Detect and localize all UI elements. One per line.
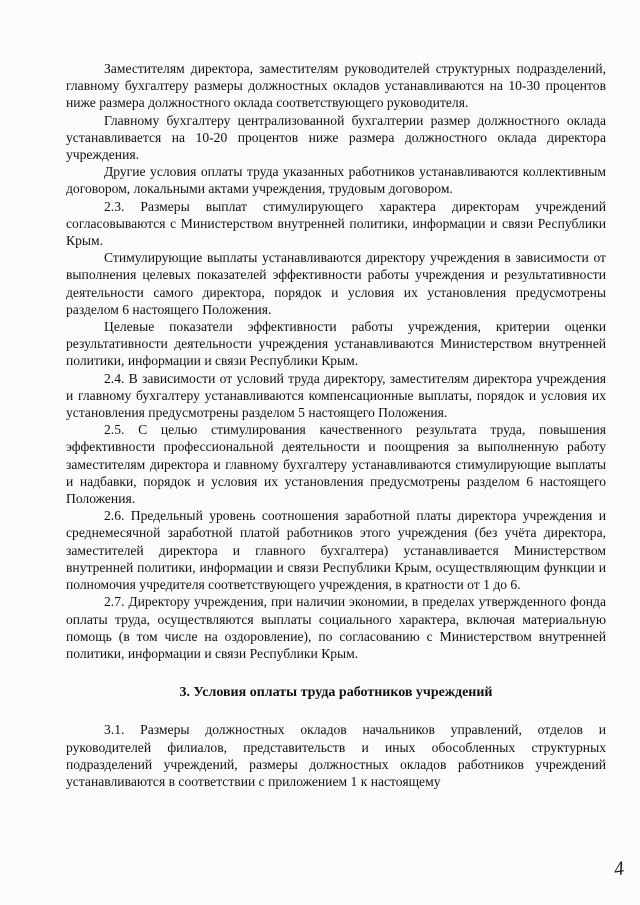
paragraph-other-conditions: Другие условия оплаты труда указанных работников устанавливаются коллективным договором, локальными актами учреждения, трудовым договором.: [66, 164, 606, 197]
paragraph-target-indicators: Целевые показатели эффективности работы учреждения, критерии оценки результативности деятельности учреждения устанавливаются Министерством внутренней политики, информации и связи Республики Крым.: [66, 319, 606, 369]
paragraph-2-6: 2.6. Предельный уровень соотношения заработной платы директора учреждения и среднемесячной заработной платой работников этого учреждения (без учёта директора, заместителей директора и главного бухгалтера) устанавливается Министерством внутренней политики, информации и связи Республики Крым, осуществляющим функции и полномочия учредителя соответствующего учреждения, в кратности от 1 до 6.: [66, 508, 606, 593]
paragraph-3-1: 3.1. Размеры должностных окладов начальников управлений, отделов и руководителей филиалов, представительств и иных обособленных структурных подразделений учреждений, размеры должностных окладов работников учреждений устанавливаются в соответствии с приложением 1 к настоящему: [66, 722, 606, 789]
paragraph-2-5: 2.5. С целью стимулирования качественного результата труда, повышения эффективности профессиональной деятельности и поощрения за выполненную работу заместителям директора и главному бухгалтеру устанавливаются стимулирующие выплаты и надбавки, порядок и условия их установления предусмотрены разделом 6 настоящего Положения.: [66, 422, 606, 507]
page-number: 4: [612, 857, 626, 881]
paragraph-2-7: 2.7. Директору учреждения, при наличии экономии, в пределах утвержденного фонда оплаты труда, осуществляются выплаты социального характера, включая материальную помощь (в том числе на оздоровление), по согласованию с Министерством внутренней политики, информации и связи Республики Крым.: [66, 594, 606, 661]
paragraph-2-3: 2.3. Размеры выплат стимулирующего характера директорам учреждений согласовываются с Министерством внутренней политики, информации и связи Республики Крым.: [66, 198, 606, 249]
paragraph-incentive-payments: Стимулирующие выплаты устанавливаются директору учреждения в зависимости от выполнения целевых показателей эффективности работы учреждения и результативности деятельности самого директора, порядок и условия их установления предусмотрены разделом 6 настоящего Положения.: [66, 250, 606, 317]
section-heading: 3. Условия оплаты труда работников учреждений: [179, 685, 493, 701]
paragraph-deputies-salary: Заместителям директора, заместителям руководителей структурных подразделений, главному бухгалтеру размеры должностных окладов устанавливаются на 10-30 процентов ниже размера должностного оклада соответствующего руководителя.: [66, 61, 606, 111]
paragraph-2-4: 2.4. В зависимости от условий труда директору, заместителям директора учреждения и главному бухгалтеру устанавливаются компенсационные выплаты, порядок и условия их установления предусмотрены разделом 5 настоящего Положения.: [66, 370, 606, 421]
document-body: [66, 60, 606, 790]
paragraph-chief-accountant-salary: Главному бухгалтеру централизованной бухгалтерии размер должностного оклада устанавливается на 10-20 процентов ниже размера должностного оклада директора учреждения.: [66, 112, 606, 163]
